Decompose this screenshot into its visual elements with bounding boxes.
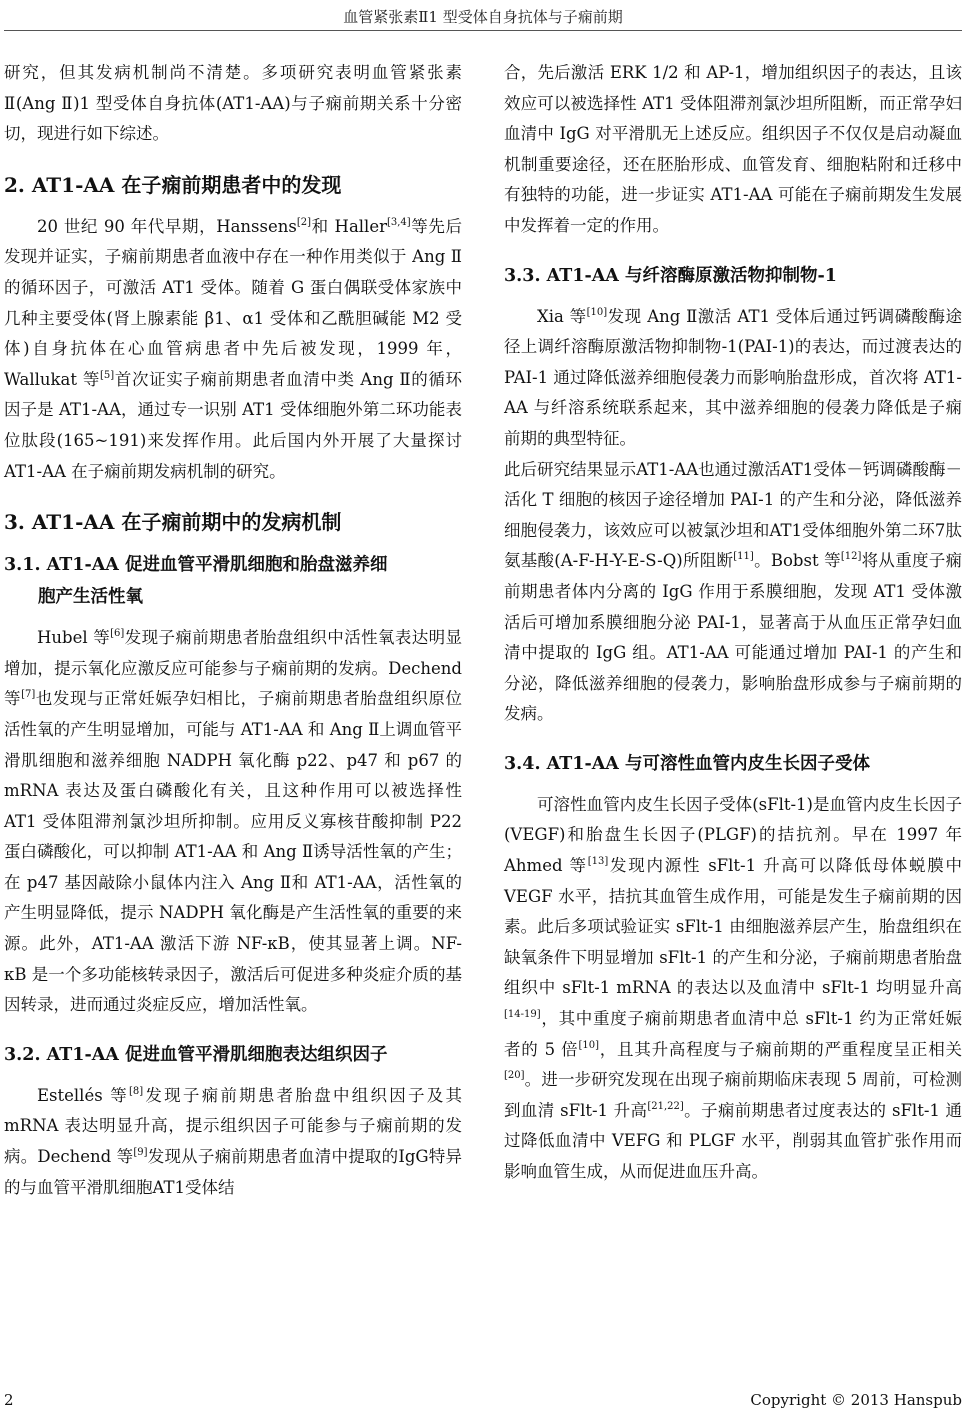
citation: [12]	[840, 551, 862, 563]
right-column	[504, 58, 962, 1188]
header-rule	[4, 30, 962, 31]
left-column	[4, 58, 462, 1203]
citation: [7]	[21, 689, 36, 701]
citation: [3,4]	[386, 216, 411, 228]
citation: [10]	[586, 306, 608, 318]
citation: [10]	[578, 1039, 599, 1051]
running-title: 血管紧张素Ⅱ1 型受体自身抗体与子痫前期	[343, 8, 623, 26]
citation: [5]	[100, 369, 115, 381]
section-3-2-paragraph: Estellés 等[8]发现子痫前期患者胎盘中组织因子及其 mRNA 表达明显升高，提示组织因子可能参与子痫前期的发病。Dechend 等[9]发现从子痫前期患者血清中提取的IgG特异的与血管平滑肌细胞AT1受体结	[4, 1085, 463, 1197]
citation: [13]	[587, 856, 609, 868]
citation: [11]	[733, 551, 754, 563]
citation: [9]	[133, 1147, 148, 1159]
citation: [6]	[110, 628, 125, 640]
section-3-3-heading: 3.3. AT1-AA 与纤溶酶原激活物抑制物-1	[504, 265, 837, 286]
citation: [14-19]	[504, 1009, 541, 1021]
section-3-2-heading: 3.2. AT1-AA 促进血管平滑肌细胞表达组织因子	[4, 1044, 388, 1065]
citation: [2]	[296, 216, 312, 228]
citation: [20]	[504, 1070, 525, 1082]
section-3-2-paragraph-continued: 合，先后激活 ERK 1/2 和 AP-1，增加组织因子的表达，且该效应可以被选择性 AT1 受体阻滞剂氯沙坦所阻断，而正常孕妇血清中 IgG 对平滑肌无上述反应。组织因子不仅仅是启动凝血机制重要途径，还在胚胎形成、血管发育、细胞粘附和迁移中有独特的功能，进一步证实 AT1-AA 可能在子痫前期发生发展中发挥着一定的作用。	[504, 63, 962, 235]
section-3-3-paragraph-1: Xia 等[10]发现 Ang Ⅱ激活 AT1 受体后通过钙调磷酸酶途径上调纤溶酶原激活物抑制物-1(PAI-1)的表达，而过渡表达的 PAI-1 通过降低滋养细胞侵袭力而影响胎盘形成，首次将 AT1-AA 与纤溶系统联系起来，其中滋养细胞的侵袭力降低是子痫前期的典型特征。	[504, 306, 962, 448]
section-3-1-heading: 3.1. AT1-AA 促进血管平滑肌细胞和胎盘滋养细 胞产生活性氧	[4, 555, 388, 608]
section-3-1-paragraph: Hubel 等[6]发现子痫前期患者胎盘组织中活性氧表达明显增加，提示氧化应激反应可能参与子痫前期的发病。Dechend 等[7]也发现与正常妊娠孕妇相比，子痫前期患者胎盘组织原位活性氧的产生明显增加，可能与 AT1-AA 和 Ang Ⅱ上调血管平滑肌细胞和滋养细胞 NADPH 氧化酶 p22、p47 和 p67 的 mRNA 表达及蛋白磷酸化有关，且这种作用可以被选择性 AT1 受体阻滞剂氯沙坦所抑制。应用反义寡核苷酸抑制 P22 蛋白磷酸化，可以抑制 AT1-AA 和 Ang Ⅱ诱导活性氧的产生；在 p47 基因敲除小鼠体内注入 Ang Ⅱ和 AT1-AA，活性氧的产生明显降低，提示 NADPH 氧化酶是产生活性氧的重要的来源。此外，AT1-AA 激活下游 NF-κB，使其显著上调。NF-κB 是一个多功能核转录因子，激活后可促进多种炎症介质的基因转录，进而通过炎症反应，增加活性氧。	[4, 628, 463, 1015]
section-2-heading: 2. AT1-AA 在子痫前期患者中的发现	[4, 172, 342, 197]
section-2-paragraph: 20 世纪 90 年代早期，Hanssens[2]和 Haller[3,4]等先后发现并证实，子痫前期患者血液中存在一种作用类似于 Ang Ⅱ的循环因子，可激活 AT1 受体。随着 G 蛋白偶联受体家族中几种主要受体(肾上腺素能 β1、α1 受体和乙酰胆碱能 M2 受体)自身抗体在心血管病患者中先后被发现，1999 年，Wallukat 等[5]首次证实子痫前期患者血清中类 Ang Ⅱ的循环因子是 AT1-AA，通过专一识别 AT1 受体细胞外第二环功能表位肽段(165~191)来发挥作用。此后国内外开展了大量探讨 AT1-AA 在子痫前期发病机制的研究。	[4, 216, 462, 481]
citation: [21,22]	[647, 1100, 684, 1112]
section-3-4-heading: 3.4. AT1-AA 与可溶性血管内皮生长因子受体	[504, 753, 870, 774]
section-3-4-paragraph: 可溶性血管内皮生长因子受体(sFlt-1)是血管内皮生长因子(VEGF)和胎盘生长因子(PLGF)的拮抗剂。早在 1997 年 Ahmed 等[13]发现内源性 sFlt-1 升高可以降低母体蜕膜中 VEGF 水平，拮抗其血管生成作用，可能是发生子痫前期的因素。此后多项试验证实 sFlt-1 由细胞滋养层产生，胎盘组织在缺氧条件下明显增加 sFlt-1 的产生和分泌，子痫前期患者胎盘组织中 sFlt-1 mRNA 的表达以及血清中 sFlt-1 均明显升高[14-19]，其中重度子痫前期患者血清中总 sFlt-1 约为正常妊娠者的 5 倍[10]，且其升高程度与子痫前期的严重程度呈正相关[20]。进一步研究发现在出现子痫前期临床表现 5 周前，可检测到血清 sFlt-1 升高[21,22]。子痫前期患者过度表达的 sFlt-1 通过降低血清中 VEFG 和 PLGF 水平，削弱其血管扩张作用而影响血管生成，从而促进血压升高。	[504, 794, 963, 1181]
page-number: 2	[4, 1391, 14, 1409]
copyright-notice: Copyright © 2013 Hanspub	[750, 1391, 962, 1409]
citation: [8]	[128, 1085, 144, 1097]
section-3-3-paragraph-2: 此后研究结果显示AT1-AA也通过激活AT1受体－钙调磷酸酶－活化 T 细胞的核因子途径增加 PAI-1 的产生和分泌，降低滋养细胞侵袭力，该效应可以被氯沙坦和AT1受体细胞外第二环7肽氨基酸(A-F-H-Y-E-S-Q)所阻断[11]。Bobst 等[12]将从重度子痫前期患者体内分离的 IgG 作用于系膜细胞，发现 AT1 受体激活后可增加系膜细胞分泌 PAI-1，显著高于从血压正常孕妇血清中提取的 IgG 组。AT1-AA 可能通过增加 PAI-1 的产生和分泌，降低滋养细胞的侵袭力，影响胎盘形成参与子痫前期的发病。	[504, 459, 963, 724]
intro-paragraph-end: 研究，但其发病机制尚不清楚。多项研究表明血管紧张素Ⅱ(Ang Ⅱ)1 型受体自身抗体(AT1-AA)与子痫前期关系十分密切，现进行如下综述。	[4, 63, 462, 144]
section-3-heading: 3. AT1-AA 在子痫前期中的发病机制	[4, 510, 342, 535]
